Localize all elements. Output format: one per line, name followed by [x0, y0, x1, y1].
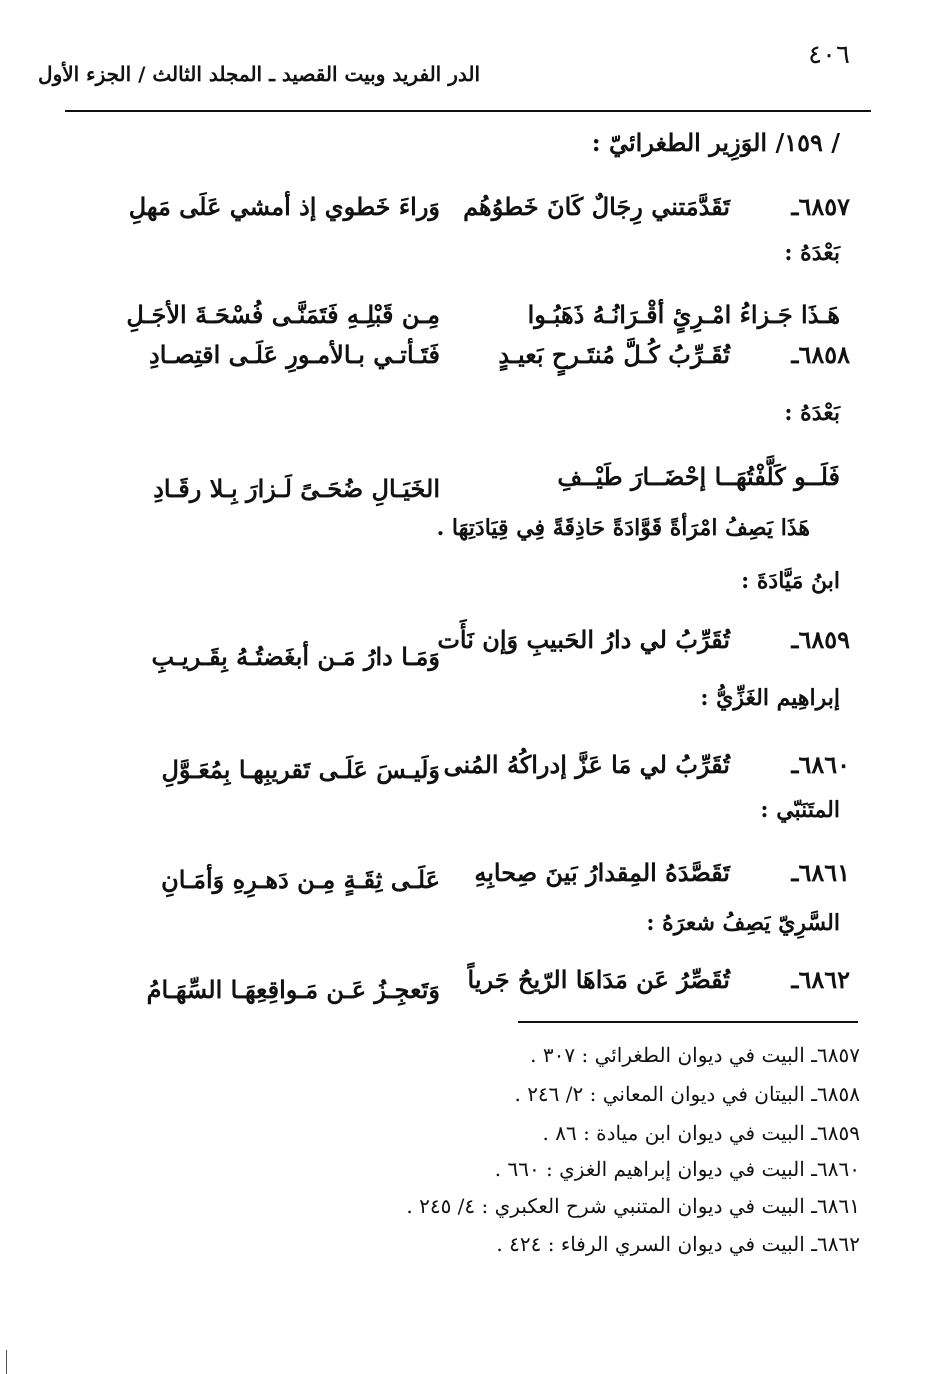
verse-first-hemistich: تُقَصِّرُ عَن مَدَاهَا الرّيحُ جَرياً — [467, 965, 730, 994]
verse-second-hemistich: وَمَـا دارُ مَـن أبغَضتُـهُ بِقَـريـبِ — [151, 642, 440, 671]
footnote-divider — [518, 1021, 858, 1023]
verse-second-hemistich: وَلَيـسَ عَلَـى تَقريبِهـا بِمُعَـوَّلِ — [161, 755, 440, 784]
verse-second-hemistich: وَتَعجِـزُ عَـن مَـواقِعِهَـا السِّهَـامُ — [146, 975, 440, 1004]
verse-first-hemistich: هَـذَا جَـزاءُ امْـرِئٍ أقْـرَانُـهُ ذَهَبُـوا — [527, 300, 840, 329]
poet-label: السَّرِيّ يَصِفُ شعرَهُ : — [646, 910, 840, 936]
verse-number: ٦٨٦٢ـ — [791, 965, 850, 994]
footnote: ٦٨٦٢ـ البيت في ديوان السري الرفاء : ٤٢٤ . — [496, 1232, 860, 1256]
footnote: ٦٨٦٠ـ البيت في ديوان إبراهيم الغزي : ٦٦٠ . — [494, 1157, 860, 1181]
footnote: ٦٨٥٨ـ البيتان في ديوان المعاني : ٢/ ٢٤٦ . — [514, 1082, 860, 1106]
header-divider — [65, 110, 871, 112]
verse-number: ٦٨٦١ـ — [791, 858, 850, 887]
verse-second-hemistich: وَراءَ خَطوي إذ أمشي عَلَى مَهلِ — [128, 192, 440, 221]
continuation-label: بَعْدَهُ : — [784, 400, 840, 426]
verse-first-hemistich: تَقَصَّدَهُ المِقدارُ بَينَ صِحابِهِ — [474, 858, 730, 887]
verse-number: ٦٨٦٠ـ — [791, 750, 850, 779]
verse-number: ٦٨٥٩ـ — [791, 625, 850, 654]
poet-label: المتَنَبّي : — [760, 797, 840, 823]
verse-number: ٦٨٥٨ـ — [791, 340, 850, 369]
verse-number: ٦٨٥٧ـ — [791, 192, 850, 221]
continuation-label: بَعْدَهُ : — [784, 240, 840, 266]
verse-first-hemistich: تَقَدَّمَتني رِجَالٌ كَانَ خَطوُهُم — [463, 192, 730, 221]
verse-second-hemistich: فَتَـأتـي بـالأمـورِ عَلَـى اقتِصـادِ — [149, 340, 440, 369]
page-edge-mark — [6, 1350, 7, 1374]
verse-second-hemistich: الخَيَـالِ ضُحَـىً لَـزارَ بِـلا رقَـادِ — [153, 474, 440, 503]
page-number: ٤٠٦ — [808, 40, 850, 70]
footnote: ٦٨٥٧ـ البيت في ديوان الطغرائي : ٣٠٧ . — [530, 1043, 860, 1067]
section-heading: / ١٥٩/ الوَزِير الطغرائيّ : — [591, 128, 840, 157]
verse-first-hemistich: تُقَرِّبُ لي مَا عَزَّ إدراكُهُ المُنى — [443, 750, 730, 779]
commentary-note: هَذَا يَصِفُ امْرَأةً قَوَّادَةً حَاذِقَةً فِي قِيَادَتِهَا . — [436, 515, 810, 541]
verse-first-hemistich: تُقَرِّبُ لي دارُ الحَبيبِ وَإن نَأَت — [437, 625, 730, 654]
verse-second-hemistich: مِـن قَبْلِـهِ فَتَمَنَّـى فُسْحَـةَ الأجَـلِ — [126, 300, 440, 329]
verse-second-hemistich: عَلَـى ثِقَـةٍ مِـن دَهـرِهِ وَأمَـانِ — [161, 865, 440, 894]
poet-label: إبراهِيم الغَزِّيُّ : — [700, 685, 840, 711]
running-title: الدر الفريد وبيت القصيد ـ المجلد الثالث / الجزء الأول — [38, 62, 480, 86]
poet-label: ابنُ مَيَّادَةَ : — [741, 568, 840, 594]
verse-first-hemistich: فَلَــو كَلَّفْتُهَــا إحْضَــارَ طَيْــفِ — [557, 462, 840, 491]
verse-first-hemistich: تُقَـرِّبُ كُـلَّ مُنتَـرحٍ بَعيـدٍ — [498, 340, 730, 369]
footnote: ٦٨٦١ـ البيت في ديوان المتنبي شرح العكبري : ٤/ ٢٤٥ . — [406, 1194, 860, 1218]
footnote: ٦٨٥٩ـ البيت في ديوان ابن ميادة : ٨٦ . — [542, 1121, 860, 1145]
